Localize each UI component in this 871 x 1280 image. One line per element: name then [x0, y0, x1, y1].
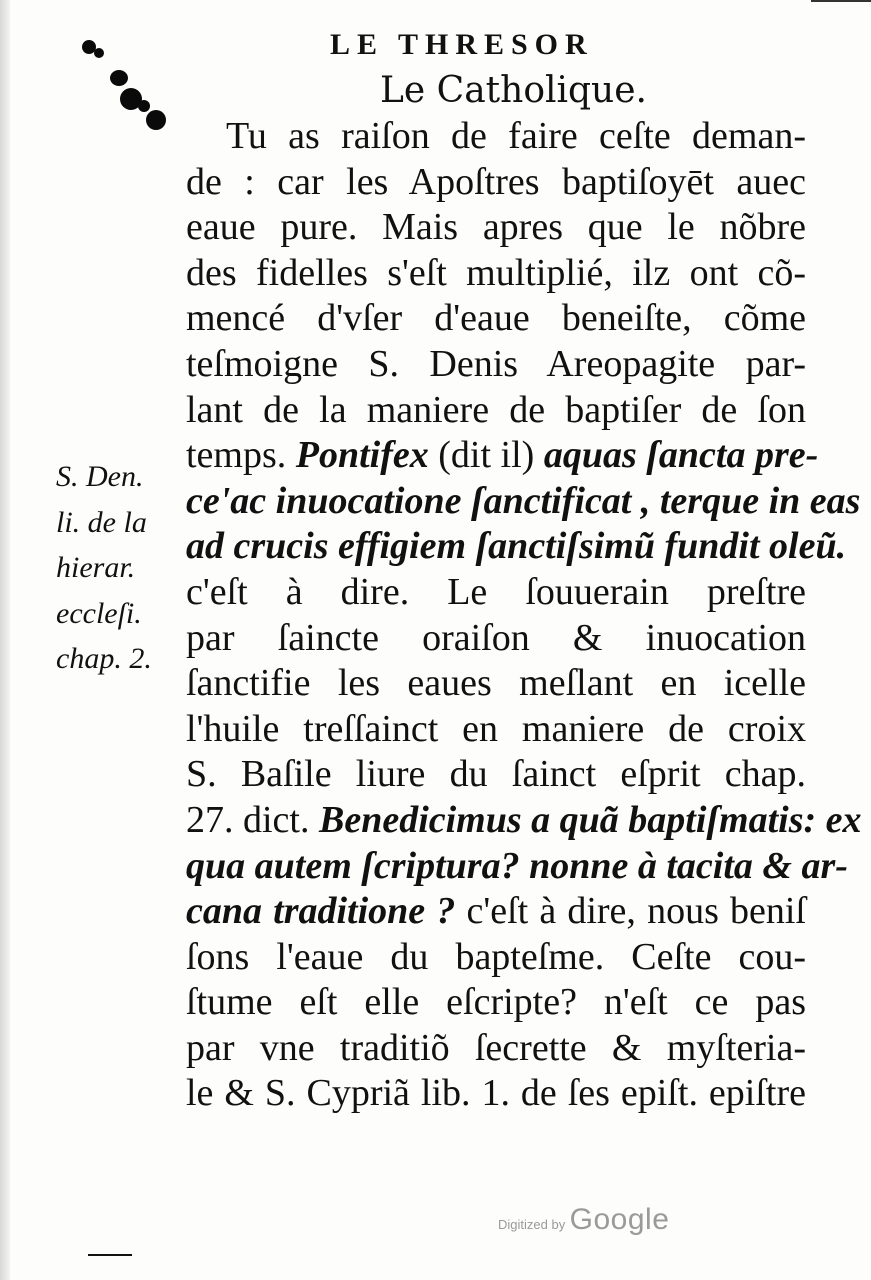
latin-line: ad crucis effigiem ſanctiſsimũ fundit oleũ.: [186, 525, 847, 568]
speaker-heading: Le Catholique.: [380, 70, 647, 111]
text-fragment: 27. dict.: [186, 798, 310, 841]
bottom-rule: [88, 1254, 132, 1256]
text-line: mencé d'vſer d'eaue beneiſte, cõme: [186, 297, 806, 340]
ink-stain: [110, 70, 128, 86]
margin-note: [56, 454, 180, 682]
text-line: eaue pure. Mais apres que le nõbre: [186, 206, 806, 249]
text-line: ſons l'eaue du bapteſme. Ceſte cou-: [186, 935, 806, 978]
text-fragment: c'eſt à dire, nous beniſ: [466, 890, 806, 933]
page-corner-mark: [811, 0, 871, 42]
text-line: [186, 798, 862, 844]
text-line: l'huile treſſainct en maniere de croix: [186, 707, 806, 750]
text-line: teſmoigne S. Denis Areopagite par-: [186, 342, 806, 385]
text-line: ſanctifie les eaues meſlant en icelle: [186, 662, 806, 705]
text-line: [186, 433, 819, 479]
margin-note-line: S. Den.: [56, 460, 144, 493]
text-line: des fidelles s'eſt multiplié, ilz ont cõ-: [186, 251, 806, 294]
margin-note-line: hierar.: [56, 551, 136, 584]
latin-quote: Pontifex: [295, 434, 429, 477]
digitized-label: Digitized by: [498, 1217, 566, 1232]
text-line: Tu as raiſon de faire ceſte deman-: [226, 115, 806, 157]
margin-note-line: eccleſi.: [56, 596, 142, 630]
text-fragment: temps.: [186, 434, 287, 477]
latin-quote: Benedicimus a quã baptiſmatis: ex: [318, 798, 862, 841]
latin-line: qua autem ſcriptura? nonne à tacita & ar-: [186, 844, 848, 887]
text-fragment: (dit il): [438, 434, 535, 477]
ink-stain: [146, 110, 166, 130]
ink-stain: [94, 48, 104, 58]
text-line: par ſaincte oraiſon & inuocation: [186, 616, 806, 659]
latin-line: ce'ac inuocatione ſanctificat , terque in eas: [186, 479, 861, 522]
page-edge-shadow: [0, 0, 10, 1280]
text-line: [186, 889, 806, 935]
text-line: ſtume eſt elle eſcripte? n'eſt ce pas: [186, 981, 806, 1024]
text-line: par vne traditiõ ſecrette & myſteria-: [186, 1026, 806, 1069]
digitization-watermark: [498, 1203, 669, 1237]
text-line: lant de la maniere de baptiſer de ſon: [186, 388, 806, 431]
main-text-block: [186, 114, 862, 1117]
running-header: LE THRESOR: [330, 28, 594, 61]
text-line: S. Baſile liure du ſainct eſprit chap.: [186, 753, 806, 796]
text-line: le & S. Cypriã lib. 1. de ſes epiſt. epiſtre: [186, 1072, 806, 1115]
margin-note-line: li. de la: [56, 505, 147, 539]
google-logo: Google: [569, 1203, 670, 1236]
text-line: de : car les Apoſtres baptiſoyēt auec: [186, 160, 806, 203]
text-line: c'eſt à dire. Le ſouuerain preſtre: [186, 570, 806, 613]
latin-quote: cana traditione ?: [186, 890, 456, 933]
ink-stain: [138, 100, 150, 112]
margin-note-line: chap. 2.: [56, 642, 152, 675]
latin-quote: aquas ſancta pre-: [543, 434, 819, 477]
